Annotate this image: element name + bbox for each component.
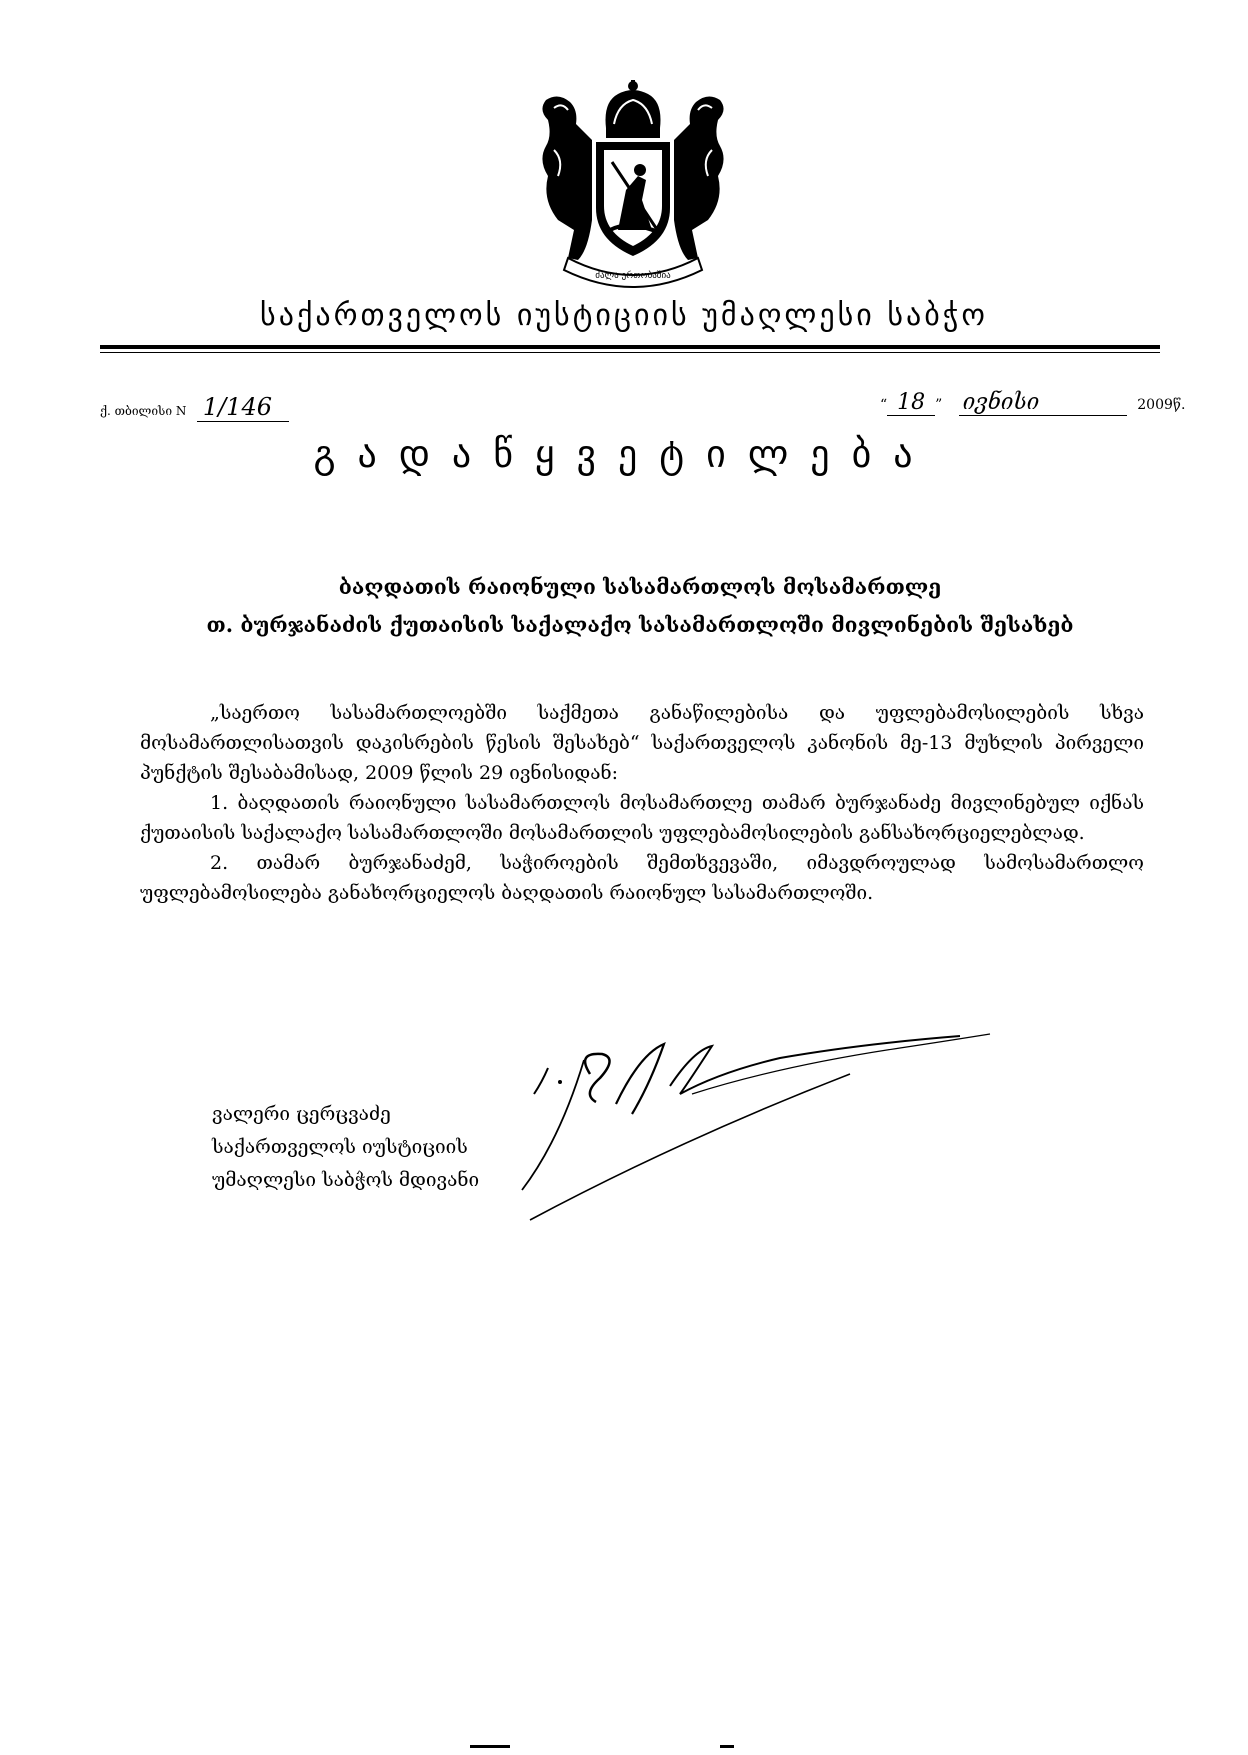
shield-icon [596,142,670,256]
date-month: ივნისი [959,390,1127,416]
lion-left-icon [542,96,592,260]
document-date [880,390,1185,416]
document-body [140,698,1144,908]
signatory-name: ვალერი ცერცვაძე [212,1103,391,1125]
document-number [100,393,289,422]
document-subject [140,568,1140,644]
signatory-block [212,1098,479,1197]
signatory-position-1: საქართველოს იუსტიციის [212,1136,468,1158]
document-number-label: ქ. თბილისი N [100,404,187,418]
header-divider-thin [100,352,1160,353]
document-number-value: 1/146 [197,393,289,422]
lion-right-icon [674,96,724,260]
handwritten-signature [520,1030,1000,1230]
header-divider-thick [100,345,1160,349]
date-day: 18 [887,390,935,416]
subject-line-1: ბაღდათის რაიონული სასამართლოს მოსამართლე [338,574,942,599]
svg-text:ძალა ერთობაშია: ძალა ერთობაშია [595,271,671,281]
organization-name: საქართველოს იუსტიციის უმაღლესი საბჭო [260,298,988,333]
motto-ribbon [564,258,702,287]
body-item-1: 1. ბაღდათის რაიონული სასამართლოს მოსამართლე თამარ ბურჯანაძე მივლინებულ იქნას ქუთაისის საქალაქო სასამართლოში მოსამართლის უფლებამოსილების განსახორციელებლად. [140,792,1144,844]
signatory-position-2: უმაღლესი საბჭოს მდივანი [212,1169,480,1191]
body-item-2: 2. თამარ ბურჯანაძემ, საჭიროების შემთხვევაში, იმავდროულად სამოსამართლო უფლებამოსილება განახორციელოს ბაღდათის რაიონულ სასამართლოში. [140,852,1144,904]
document-title: გადაწყვეტილება [313,432,935,476]
coat-of-arms-icon [518,80,748,295]
quote-close: ” [935,397,943,413]
crown-icon [606,80,661,138]
body-intro: „საერთო სასამართლოებში საქმეთა განაწილებისა და უფლებამოსილების სხვა მოსამართლისათვის დაკისრების წესის შესახებ“ საქართველოს კანონის მე-13 მუხლის პირველი პუნქტის შესაბამისად, 2009 წლის 29 ივნისიდან: [140,702,1144,784]
date-year: 2009წ. [1137,397,1186,413]
quote-open: “ [880,397,888,413]
footer-scan-marks [470,1745,770,1751]
subject-line-2: თ. ბურჯანაძის ქუთაისის საქალაქო სასამართლოში მივლინების შესახებ [206,612,1074,637]
